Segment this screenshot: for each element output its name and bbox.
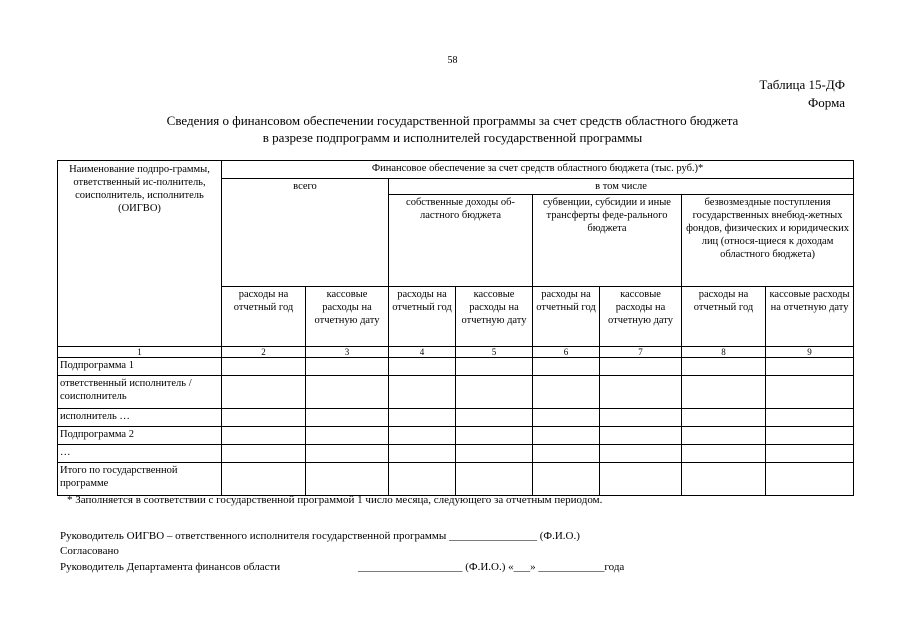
table-row: [58, 445, 854, 463]
column-number: 1: [58, 347, 222, 358]
row-label: Подпрограмма 2: [58, 427, 222, 445]
data-cell[interactable]: [389, 427, 456, 445]
data-cell[interactable]: [306, 463, 389, 496]
form-label: Форма: [808, 95, 845, 110]
data-cell[interactable]: [766, 463, 854, 496]
data-cell[interactable]: [222, 445, 306, 463]
title-line-2: в разрезе подпрограмм и исполнителей государственной программы: [262, 130, 643, 145]
data-cell[interactable]: [306, 409, 389, 427]
table-row: [58, 376, 854, 409]
header-cash-exp: кассовые расходы на отчетную дату: [306, 287, 389, 347]
data-cell[interactable]: [222, 409, 306, 427]
column-number: 2: [222, 347, 306, 358]
data-cell[interactable]: [682, 427, 766, 445]
header-exp-year: расходы на отчетный год: [533, 287, 600, 347]
title-line-1: Сведения о финансовом обеспечении государственной программы за счет средств областного бюджета: [166, 113, 739, 128]
data-cell[interactable]: [600, 376, 682, 409]
header-including: в том числе: [389, 179, 854, 195]
data-cell[interactable]: [389, 445, 456, 463]
row-label: Подпрограмма 1: [58, 358, 222, 376]
row-label: Итого по государственной программе: [58, 463, 222, 496]
data-cell[interactable]: [682, 376, 766, 409]
table-label: Таблица 15-ДФ: [759, 77, 845, 92]
row-label: ответственный исполнитель /соисполнитель: [58, 376, 222, 409]
header-exp-year: расходы на отчетный год: [682, 287, 766, 347]
header-cash-exp: кассовые расходы на отчетную дату: [456, 287, 533, 347]
data-cell[interactable]: [533, 427, 600, 445]
data-cell[interactable]: [456, 358, 533, 376]
table-row: [58, 358, 854, 376]
page-number: 58: [447, 55, 458, 66]
data-cell[interactable]: [533, 445, 600, 463]
data-cell[interactable]: [222, 427, 306, 445]
header-funding: Финансовое обеспечение за счет средств областного бюджета (тыс. руб.)*: [222, 161, 854, 179]
header-subsidies: субвенции, субсидии и иные трансферты феде-рального бюджета: [533, 195, 682, 287]
data-cell[interactable]: [682, 358, 766, 376]
data-cell[interactable]: [533, 463, 600, 496]
column-number: 5: [456, 347, 533, 358]
column-number: 4: [389, 347, 456, 358]
data-cell[interactable]: [306, 376, 389, 409]
data-cell[interactable]: [222, 463, 306, 496]
table-row: [58, 427, 854, 445]
data-cell[interactable]: [456, 427, 533, 445]
footnote: * Заполняется в соответствии с государственной программой 1 число месяца, следующего за отчетным периодом.: [67, 494, 603, 506]
data-cell[interactable]: [306, 358, 389, 376]
table-row: [58, 409, 854, 427]
header-exp-year: расходы на отчетный год: [222, 287, 306, 347]
data-cell[interactable]: [600, 463, 682, 496]
funding-table: [57, 160, 854, 496]
header-own-revenue: собственные доходы об-ластного бюджета: [389, 195, 533, 287]
header-cash-exp: кассовые расходы на отчетную дату: [766, 287, 854, 347]
data-cell[interactable]: [456, 463, 533, 496]
data-cell[interactable]: [600, 409, 682, 427]
data-cell[interactable]: [533, 376, 600, 409]
approved-label: Согласовано: [60, 545, 119, 557]
data-cell[interactable]: [533, 358, 600, 376]
column-number: 7: [600, 347, 682, 358]
table-row: [58, 463, 854, 496]
data-cell[interactable]: [222, 358, 306, 376]
row-label: …: [58, 445, 222, 463]
data-cell[interactable]: [533, 409, 600, 427]
data-cell[interactable]: [600, 445, 682, 463]
data-cell[interactable]: [766, 427, 854, 445]
data-cell[interactable]: [766, 445, 854, 463]
data-cell[interactable]: [306, 445, 389, 463]
header-gratuitous: безвозмездные поступления государственных внебюд-жетных фондов, физических и юридических лиц (относя-щиеся к доходам областного бюджета): [682, 195, 854, 287]
data-cell[interactable]: [682, 445, 766, 463]
data-cell[interactable]: [682, 409, 766, 427]
data-cell[interactable]: [600, 427, 682, 445]
row-label: исполнитель …: [58, 409, 222, 427]
data-cell[interactable]: [456, 376, 533, 409]
data-cell[interactable]: [222, 376, 306, 409]
column-number: 9: [766, 347, 854, 358]
document-title: [60, 112, 845, 146]
data-cell[interactable]: [682, 463, 766, 496]
data-cell[interactable]: [389, 358, 456, 376]
data-cell[interactable]: [766, 358, 854, 376]
data-cell[interactable]: [389, 409, 456, 427]
data-cell[interactable]: [600, 358, 682, 376]
data-cell[interactable]: [766, 409, 854, 427]
column-number: 3: [306, 347, 389, 358]
data-cell[interactable]: [456, 409, 533, 427]
data-cell[interactable]: [389, 376, 456, 409]
header-exp-year: расходы на отчетный год: [389, 287, 456, 347]
header-total: всего: [222, 179, 389, 287]
signature-line-head: Руководитель ОИГВО – ответственного исполнителя государственной программы ________________ (Ф.И.О.): [60, 530, 580, 542]
header-name-column: Наименование подпро-граммы, ответственный ис-полнитель, соисполнитель, исполнитель (ОИГВО): [58, 161, 222, 347]
signature-line-finance: Руководитель Департамента финансов области: [60, 561, 281, 573]
data-cell[interactable]: [389, 463, 456, 496]
header-cash-exp: кассовые расходы на отчетную дату: [600, 287, 682, 347]
column-number: 8: [682, 347, 766, 358]
data-cell[interactable]: [306, 427, 389, 445]
signature-date-fields: ___________________ (Ф.И.О.) «___» ____________года: [358, 561, 625, 573]
data-cell[interactable]: [456, 445, 533, 463]
column-number: 6: [533, 347, 600, 358]
data-cell[interactable]: [766, 376, 854, 409]
